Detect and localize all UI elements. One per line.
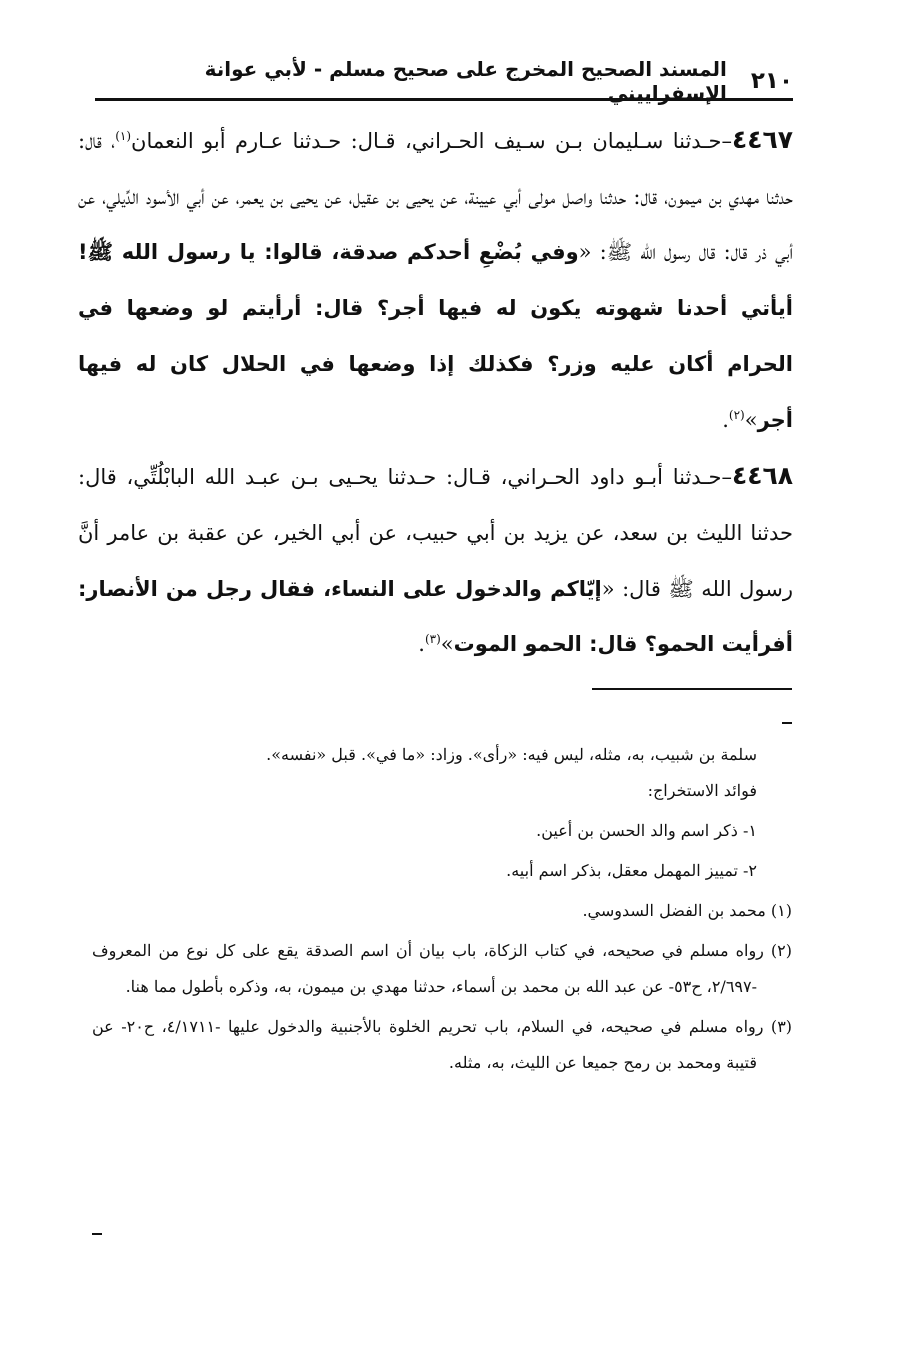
continued-mark xyxy=(92,1233,102,1235)
footnotes xyxy=(92,737,792,1081)
matn-text: وفي بُضْعِ أحدكم صدقة، قالوا: يا رسول الله ﷺ! أيأتي أحدنا شهوته يكون له فيها أجر؟ قال: أرأيتم لو وضعها في الحرام أكان عليه وزر؟ فكذلك إذا وضعها في الحلال كان له فيها أجر xyxy=(78,240,793,432)
quote-close: » xyxy=(744,407,758,432)
footnote-continuation: سلمة بن شبيب، به، مثله، ليس فيه: «رأى». وزاد: «ما في». قبل «نفسه». xyxy=(266,745,757,764)
footnote-ref-2[interactable]: (٢) xyxy=(728,407,745,422)
benefit-item-2: ٢- تمييز المهمل معقل، بذكر اسم أبيه. xyxy=(506,861,757,880)
full-stop: . xyxy=(722,407,729,432)
page-number: ٢١٠ xyxy=(750,68,793,94)
isnad-text: –حـدثنا أبـو داود الحـراني، قـال: حـدثنا يحـيى بـن عبـد الله البابْلُتِّي، قال: حدثنا الليث بن سعد، عن يزيد بن أبي حبيب، عن أبي الخير، عن عقبة بن عامر أنَّ رسول الله ﷺ قال: « xyxy=(78,465,793,601)
quote-close: » xyxy=(440,632,454,657)
footnote-1: (١) محمد بن الفضل السدوسي. xyxy=(582,901,792,920)
full-stop: . xyxy=(418,632,425,657)
main-text xyxy=(78,112,793,673)
isnad-text-cont: ، قال: حدثنا مهدي بن ميمون، قال: حدثنا واصل مولى أبي عيينة، عن يحيى بن عقيل، عن يحيى بن يعمر، عن أبي الأسود الدِّيلي، عن أبي ذر قال: قال رسول الله ﷺ: « xyxy=(78,129,793,265)
continuation-mark xyxy=(782,722,792,724)
benefit-item-1: ١- ذكر اسم والد الحسن بن أعين. xyxy=(536,821,757,840)
footnote-separator xyxy=(592,688,792,690)
running-header xyxy=(95,57,793,105)
footnote-2: (٢) رواه مسلم في صحيحه، في كتاب الزكاة، باب بيان أن اسم الصدقة يقع على كل نوع من المعروف -٢/٦٩٧، ح٥٣- عن عبد الله بن محمد بن أسماء، حدثنا مهدي بن ميمون، به، وذكره بأطول مما هنا. xyxy=(92,941,792,996)
matn-text: إيّاكم والدخول على النساء، فقال رجل من الأنصار: أفرأيت الحمو؟ قال: الحمو الموت xyxy=(78,576,793,657)
header-rule xyxy=(95,98,793,101)
footnote-3: (٣) رواه مسلم في صحيحه، في السلام، باب تحريم الخلوة بالأجنبية والدخول عليها -٤/١٧١١، ح٢٠- عن قتيبة ومحمد بن رمح جميعا عن الليث، به، مثله. xyxy=(92,1017,793,1072)
footnote-ref-3[interactable]: (٣) xyxy=(424,632,441,647)
book-title: المسند الصحيح المخرج على صحيح مسلم - لأبي عوانة الإسفراييني xyxy=(204,57,727,105)
hadith-4468 xyxy=(78,448,793,673)
footnote-ref-1[interactable]: (١) xyxy=(115,129,132,143)
hadith-4467 xyxy=(78,112,793,448)
benefits-title: فوائد الاستخراج: xyxy=(647,781,757,800)
hadith-number: ٤٤٦٨ xyxy=(731,461,793,491)
isnad-text: –حـدثنا سـليمان بـن سـيف الحـراني، قـال: حـدثنا عـارم أبو النعمان xyxy=(131,129,732,153)
hadith-number: ٤٤٦٧ xyxy=(731,125,794,154)
